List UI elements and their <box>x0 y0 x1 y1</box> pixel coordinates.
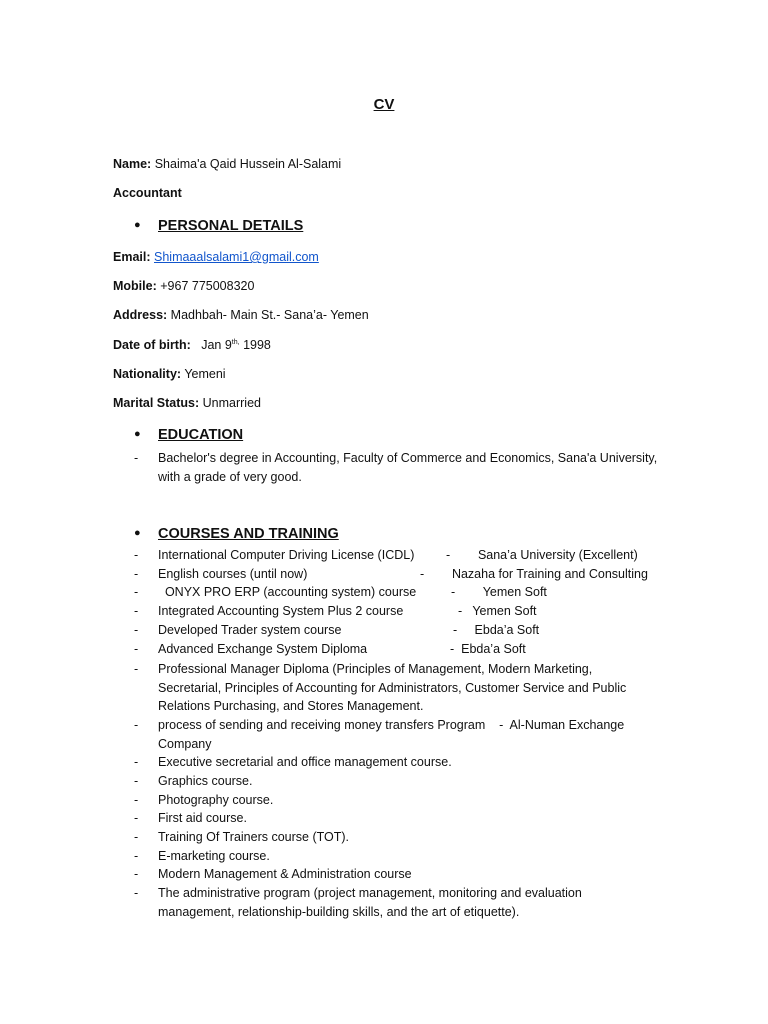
list-item <box>134 791 674 810</box>
course-row <box>134 604 694 622</box>
email-label: Email: <box>113 250 151 264</box>
dash-marker: - <box>134 662 139 676</box>
section-heading: PERSONAL DETAILS <box>158 218 304 234</box>
dash-marker: - <box>134 867 139 881</box>
section-personal-details <box>134 218 303 234</box>
course-provider: - Ebda’a Soft <box>453 623 540 637</box>
course-provider: - Yemen Soft <box>458 604 537 618</box>
list-item <box>134 865 674 884</box>
dash-marker: - <box>134 548 139 562</box>
bullet-icon: ● <box>134 428 141 440</box>
course-name: International Computer Driving License (ICDL) <box>158 548 415 562</box>
list-item <box>134 660 674 716</box>
name-label: Name: <box>113 157 152 171</box>
section-heading: EDUCATION <box>158 427 244 443</box>
course-name: English courses (until now) <box>158 567 308 581</box>
marital-label: Marital Status: <box>113 396 200 410</box>
list-item <box>134 809 674 828</box>
address-line <box>113 308 369 322</box>
course-item: Modern Management & Administration course <box>158 867 412 881</box>
course-item: Training Of Trainers course (TOT). <box>158 830 350 844</box>
mobile-line <box>113 279 254 293</box>
course-provider: - Ebda’a Soft <box>450 642 526 656</box>
course-row <box>134 567 694 585</box>
nationality-line <box>113 367 226 381</box>
dash-marker: - <box>134 886 139 900</box>
course-provider: - Sana’a University (Excellent) <box>446 548 638 562</box>
bullet-icon: ● <box>134 219 141 231</box>
marital-value: Unmarried <box>202 396 261 410</box>
address-value: Madhbah- Main St.- Sana’a- Yemen <box>170 308 369 322</box>
section-education <box>134 427 243 443</box>
course-name: ONYX PRO ERP (accounting system) course <box>158 585 417 599</box>
course-item: Photography course. <box>158 793 274 807</box>
dob-line <box>113 338 271 352</box>
dash-marker: - <box>134 793 139 807</box>
profession-line <box>113 186 182 200</box>
marital-line <box>113 396 261 410</box>
dash-marker: - <box>134 604 139 618</box>
course-row <box>134 623 694 641</box>
section-heading: COURSES AND TRAINING <box>158 526 339 542</box>
course-item: Graphics course. <box>158 774 253 788</box>
nationality-value: Yemeni <box>184 367 226 381</box>
dash-marker: - <box>134 451 139 465</box>
dob-label: Date of birth: <box>113 338 191 352</box>
dash-marker: - <box>134 623 139 637</box>
course-row <box>134 642 694 660</box>
course-row <box>134 548 694 566</box>
email-line <box>113 250 319 264</box>
list-item <box>134 828 674 847</box>
dash-marker: - <box>134 830 139 844</box>
course-name: Developed Trader system course <box>158 623 342 637</box>
list-item <box>134 847 674 866</box>
dob-year: 1998 <box>243 338 271 352</box>
document-title: CV <box>373 96 395 113</box>
list-item <box>134 753 674 772</box>
email-link[interactable]: Shimaaalsalami1@gmail.com <box>154 250 319 264</box>
course-item: Executive secretarial and office management course. <box>158 755 452 769</box>
bullet-icon: ● <box>134 527 141 539</box>
dash-marker: - <box>134 567 139 581</box>
dob-suffix: th, <box>231 338 240 346</box>
course-item: The administrative program (project management, monitoring and evaluation management, relationship-building skills, and the art of etiquette). <box>158 886 582 919</box>
dash-marker: - <box>134 585 139 599</box>
dob-day: Jan 9 <box>201 338 232 352</box>
address-label: Address: <box>113 308 168 322</box>
course-provider: - Nazaha for Training and Consulting <box>420 567 648 581</box>
course-item: First aid course. <box>158 811 247 825</box>
course-item: E-marketing course. <box>158 849 270 863</box>
name-line <box>113 157 341 171</box>
course-item: process of sending and receiving money transfers Program - Al-Numan Exchange Company <box>158 718 628 751</box>
course-name: Integrated Accounting System Plus 2 course <box>158 604 404 618</box>
course-provider: - Yemen Soft <box>451 585 547 599</box>
profession: Accountant <box>113 186 182 200</box>
dash-marker: - <box>134 642 139 656</box>
list-item <box>134 884 674 921</box>
dash-marker: - <box>134 774 139 788</box>
course-item: Professional Manager Diploma (Principles of Management, Modern Marketing, Secretarial, Principles of Accounting for Administrators, Customer Service and Public Relations Purchasing, and Stores Management. <box>158 662 627 713</box>
list-item <box>134 772 674 791</box>
dash-marker: - <box>134 755 139 769</box>
list-item <box>134 716 674 753</box>
section-courses <box>134 526 339 542</box>
course-row <box>134 585 694 603</box>
name-value: Shaima'a Qaid Hussein Al-Salami <box>154 157 342 171</box>
dash-marker: - <box>134 811 139 825</box>
course-name: Advanced Exchange System Diploma <box>158 642 368 656</box>
dash-marker: - <box>134 849 139 863</box>
mobile-value: +967 775008320 <box>160 279 255 293</box>
nationality-label: Nationality: <box>113 367 182 381</box>
mobile-label: Mobile: <box>113 279 157 293</box>
list-item <box>134 449 674 486</box>
education-item: Bachelor's degree in Accounting, Faculty of Commerce and Economics, Sana'a University, with a grade of very good. <box>158 451 658 484</box>
dash-marker: - <box>134 718 139 732</box>
